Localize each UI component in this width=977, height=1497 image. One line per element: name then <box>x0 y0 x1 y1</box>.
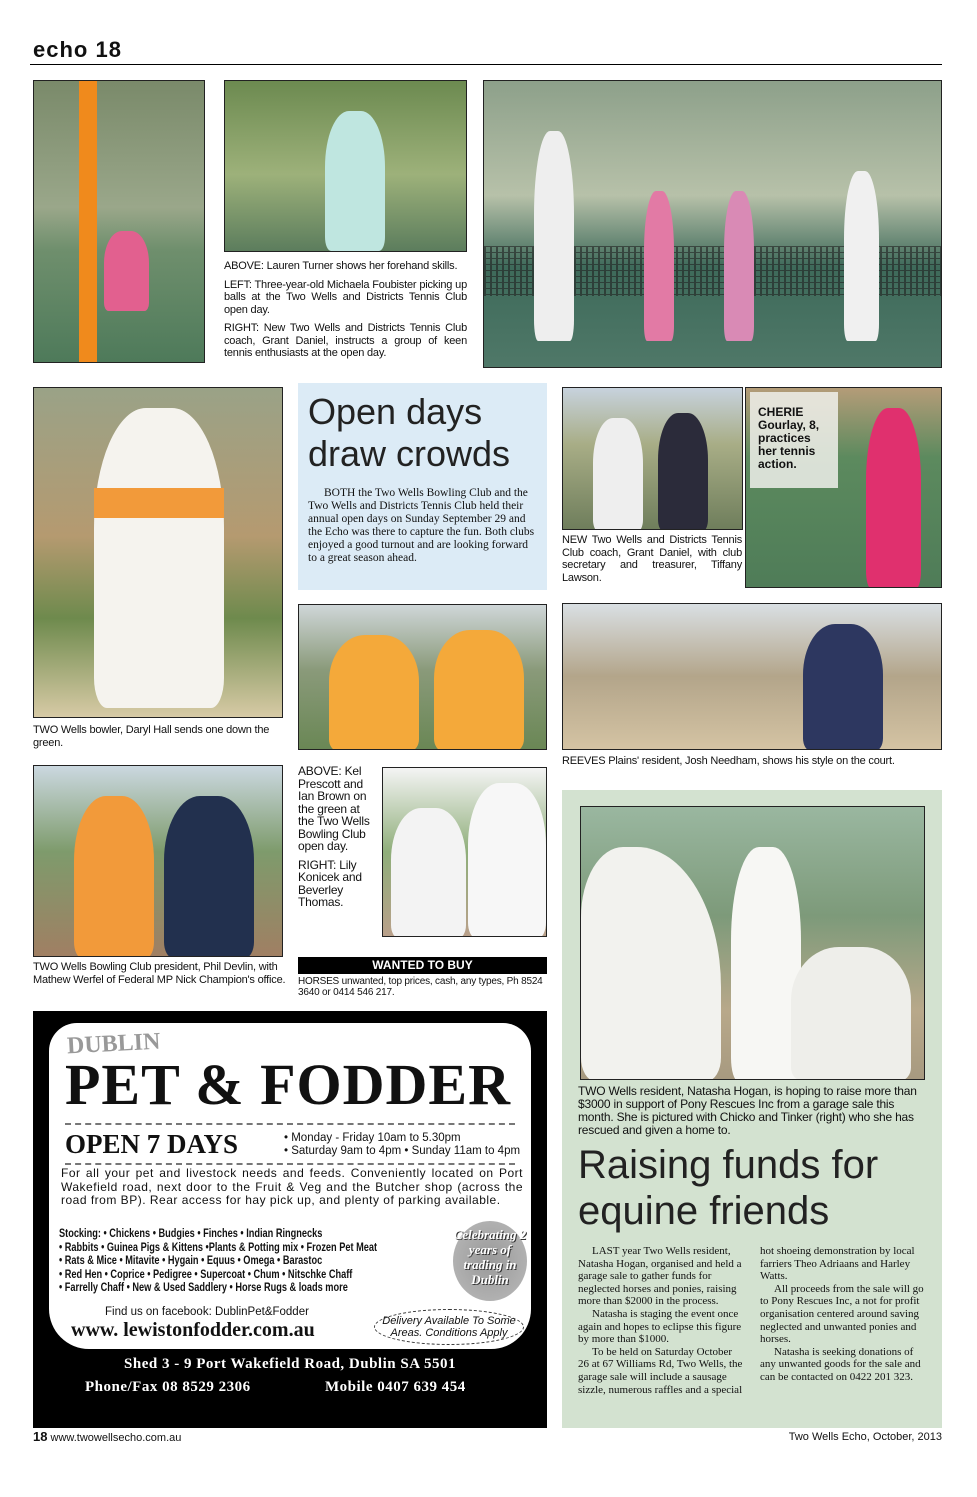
ad-hours-weekday: • Monday - Friday 10am to 5.30pm <box>284 1132 461 1144</box>
photo-horses <box>580 806 925 1080</box>
page-number: 18 <box>33 1429 48 1444</box>
section-header: echo 18 <box>33 37 122 62</box>
photo-lauren <box>224 80 467 252</box>
ad-address: Shed 3 - 9 Port Wakefield Road, Dublin SA 5501 <box>124 1356 456 1372</box>
caption-above: ABOVE: Lauren Turner shows her forehand skills. <box>224 260 458 272</box>
ad-pet-fodder <box>33 1011 547 1428</box>
ad-intro: For all your pet and livestock needs and feeds. Conveniently located on Port Wakefield road, next door to the Fruit & Veg and the Butcher shop (across the road from BP). Rear access for hay pick up, and plenty of parking available. <box>61 1166 523 1207</box>
caption-left: LEFT: Three-year-old Michaela Foubister picking up balls at the Two Wells and Districts Tennis Club open day. <box>224 278 467 316</box>
stock-line: Stocking: • Chickens • Budgies • Finches • Indian Ringnecks <box>59 1228 323 1240</box>
stock-line: • Red Hen • Coprice • Pedigree • Supercoat • Chum • Nitschke Chaff <box>59 1268 353 1281</box>
ad-facebook: Find us on facebook: DublinPet&Fodder <box>105 1306 309 1318</box>
caption-president: TWO Wells Bowling Club president, Phil Devlin, with Mathew Werfel of Federal MP Nick Champion's office. <box>33 961 286 986</box>
footer-url[interactable]: www.twowellsecho.com.au <box>50 1432 182 1444</box>
paragraph: Natasha is seeking donations of any unwanted goods for the sale and can be contacted on 0422 201 323. <box>760 1345 921 1383</box>
footer-issue: Two Wells Echo, October, 2013 <box>788 1431 942 1443</box>
caption-bowler: TWO Wells bowler, Daryl Hall sends one down the green. <box>33 724 270 749</box>
stock-line: • Rats & Mice • Mitavite • Hygain • Equus • Omega • Barastoc <box>59 1255 323 1267</box>
main-story-box <box>298 383 547 590</box>
ad-stock-list <box>59 1228 377 1296</box>
tennis-captions <box>224 260 467 366</box>
paragraph: To be held on Saturday October 26 at 67 Williams Rd, Two Wells, the garage sale will include a sausage sizzle, numerous raffles and a special hot shoeing demonstration by local farriers Theo Adriaans and Harley Watts. <box>578 1245 915 1396</box>
ad-open-days: OPEN 7 DAYS <box>65 1129 239 1159</box>
paragraph: All proceeds from the sale will go to Pony Rescues Inc, a not for profit organisation centered around saving neglected and unwanted ponies and horses. <box>760 1282 924 1346</box>
ad-website-link[interactable]: www. lewistonfodder.com.au <box>71 1319 315 1341</box>
equine-story-box <box>562 790 942 1428</box>
caption-new-coach: NEW Two Wells and Districts Tennis Club coach, Grant Daniel, with club secretary and treasurer, Tiffany Lawson. <box>562 534 742 584</box>
ad-badge: Celebrating 2 years of trading in Dublin <box>453 1221 527 1301</box>
photo-bowler <box>33 387 283 718</box>
caption-lily: RIGHT: Lily Konicek and Beverley Thomas. <box>298 857 362 909</box>
photo-president <box>33 765 283 957</box>
ad-delivery: Delivery Available To Some Areas. Conditions Apply <box>374 1309 524 1345</box>
main-body: BOTH the Two Wells Bowling Club and the Two Wells and Districts Tennis Club held their annual open days on Sunday September 29 and the Echo was there to capture the fun. Both clubs enjoyed a good turnout and are looking forward to a great season ahead. <box>308 487 535 564</box>
header-rule <box>30 64 942 65</box>
photo-kel-ian <box>298 604 547 750</box>
photo-tennis-group <box>483 80 942 368</box>
caption-right: RIGHT: New Two Wells and Districts Tennis Club coach, Grant Daniel, instructs a group of keen tennis enthusiasts at the open day. <box>224 322 467 359</box>
equine-body <box>578 1245 926 1396</box>
caption-kel-lily <box>298 765 373 915</box>
equine-headline: Raising funds for equine friends <box>578 1143 879 1233</box>
caption-kel: ABOVE: Kel Prescott and Ian Brown on the green at the Two Wells Bowling Club open day. <box>298 764 370 853</box>
photo-michaela <box>33 80 205 363</box>
stock-line: • Rabbits • Guinea Pigs & Kittens •Plants & Potting mix • Frozen Pet Meat <box>59 1241 378 1254</box>
ad-hours <box>284 1132 520 1158</box>
footer-left <box>33 1429 181 1444</box>
classified-text: HORSES unwanted, top prices, cash, any types, Ph 8524 3640 or 0414 546 217. <box>298 976 543 998</box>
paragraph: LAST year Two Wells resident, Natasha Hogan, organised and held a garage sale to gather funds for neglected horses and ponies, raising more than $2000 in the process. <box>578 1245 742 1308</box>
photo-lily-beverley <box>382 767 547 937</box>
main-headline: Open days draw crowds <box>308 391 511 474</box>
ad-phone: Phone/Fax 08 8529 2306 <box>85 1379 251 1395</box>
ad-mobile: Mobile 0407 639 454 <box>325 1379 466 1395</box>
ad-brand: PET & FODDER <box>65 1052 511 1117</box>
stock-line: • Farrelly Chaff • New & Used Saddlery • Horse Rugs & loads more <box>59 1282 348 1294</box>
ad-brand-top: DUBLIN <box>66 1028 161 1060</box>
photo-cherie <box>745 387 942 588</box>
caption-cherie: CHERIE Gourlay, 8, practices her tennis action. <box>750 392 838 488</box>
caption-josh: REEVES Plains' resident, Josh Needham, shows his style on the court. <box>562 755 895 767</box>
caption-horses: TWO Wells resident, Natasha Hogan, is hoping to raise more than $3000 in support of Pony Rescues Inc from a garage sale this month. She is pictured with Chicko and Tinker (right) who she has rescued and given a home to. <box>578 1084 917 1137</box>
photo-josh <box>562 603 942 750</box>
photo-new-coach <box>562 387 743 530</box>
classified-heading: WANTED TO BUY <box>298 957 547 974</box>
ad-hours-weekend: • Saturday 9am to 4pm • Sunday 11am to 4pm <box>284 1145 521 1157</box>
paragraph: Natasha is staging the event once again and hopes to eclipse this figure by more than $1000. <box>578 1307 742 1346</box>
